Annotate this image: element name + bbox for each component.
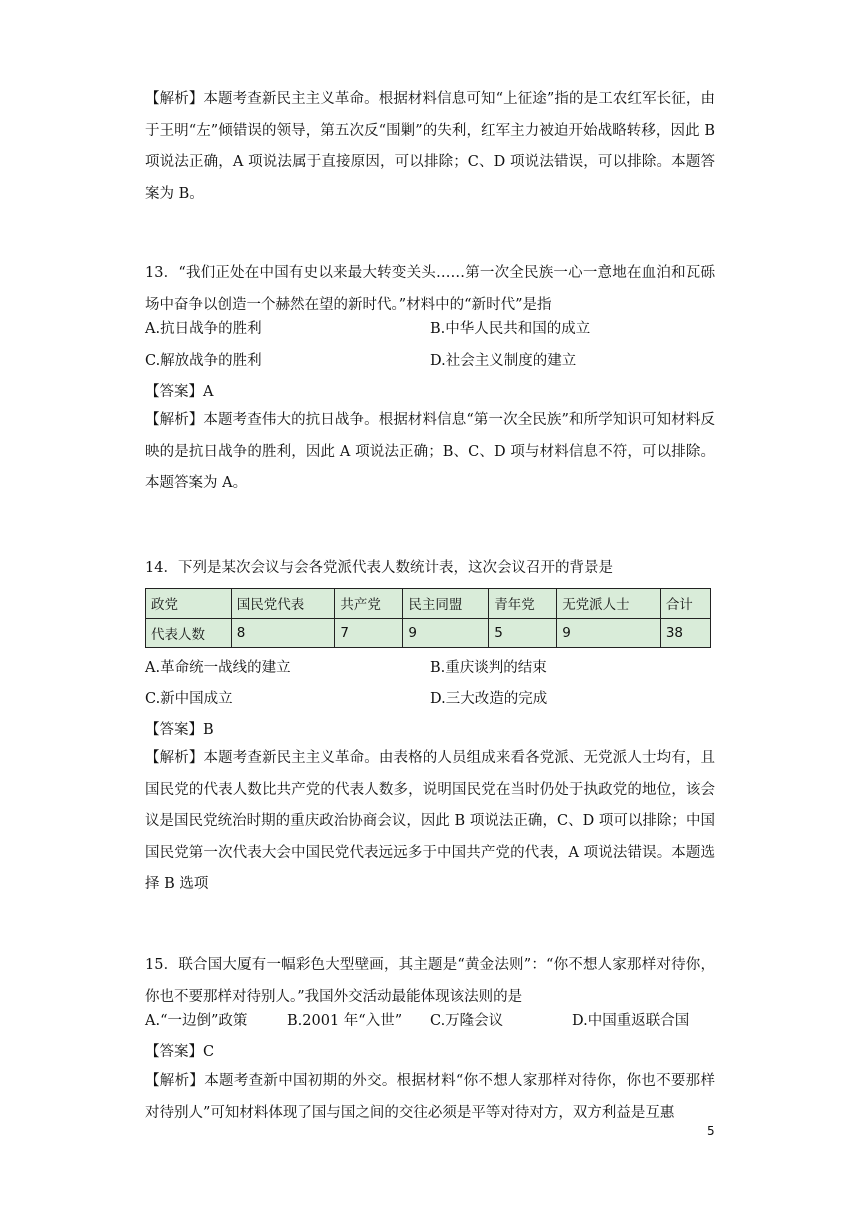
page-number: 5 (707, 1124, 715, 1138)
table-header-cell: 政党 (146, 589, 232, 619)
table-header-cell: 无党派人士 (557, 589, 661, 619)
q15-answer: 【答案】C (145, 1044, 215, 1060)
table-cell: 38 (660, 618, 710, 648)
q14-option-d: D.三大改造的完成 (430, 691, 548, 707)
table-header-row (146, 589, 711, 619)
q13-option-b: B.中华人民共和国的成立 (430, 321, 591, 337)
q14-option-b: B.重庆谈判的结束 (430, 660, 547, 676)
table-cell: 8 (231, 618, 335, 648)
q14-answer: 【答案】B (145, 722, 214, 738)
q15-option-c: C.万隆会议 (430, 1013, 504, 1029)
table-header-cell: 共产党 (335, 589, 403, 619)
q13-option-c: C.解放战争的胜利 (145, 353, 262, 369)
q15-stem: 15．联合国大厦有一幅彩色大型壁画，其主题是“黄金法则”：“你不想人家那样对待你，你也不要那样对待别人。”我国外交活动最能体现该法则的是 (145, 957, 715, 1005)
q14-option-c: C.新中国成立 (145, 691, 233, 707)
party-delegates-table (145, 588, 711, 648)
table-header-cell: 青年党 (489, 589, 557, 619)
table-cell: 9 (403, 618, 489, 648)
table-cell: 7 (335, 618, 403, 648)
q13-answer: 【答案】A (145, 384, 214, 400)
q12-analysis: 【解析】本题考查新民主主义革命。根据材料信息可知“上征途”指的是工农红军长征，由于王明“左”倾错误的领导，第五次反“围剿”的失利，红军主力被迫开始战略转移，因此 B 项说法正确，A 项说法属于直接原因，可以排除；C、D 项说法错误，可以排除。本题答案为 B。 (145, 91, 715, 202)
table-header-cell: 国民党代表 (231, 589, 335, 619)
q13-stem: 13．“我们正处在中国有史以来最大转变关头……第一次全民族一心一意地在血泊和瓦砾场中奋争以创造一个赫然在望的新时代。”材料中的“新时代”是指 (145, 265, 715, 313)
q14-option-a: A.革命统一战线的建立 (145, 660, 291, 676)
table-header-cell: 合计 (660, 589, 710, 619)
q15-option-d: D.中国重返联合国 (572, 1013, 690, 1029)
q13-analysis: 【解析】本题考查伟大的抗日战争。根据材料信息“第一次全民族”和所学知识可知材料反映的是抗日战争的胜利，因此 A 项说法正确；B、C、D 项与材料信息不符，可以排除。本题答案为 A。 (145, 412, 715, 491)
q14-stem: 14．下列是某次会议与会各党派代表人数统计表，这次会议召开的背景是 (145, 560, 613, 576)
q15-analysis: 【解析】本题考查新中国初期的外交。根据材料“你不想人家那样对待你，你也不要那样对待别人”可知材料体现了国与国之间的交往必须是平等对待对方，双方利益是互惠 (145, 1073, 715, 1121)
q13-option-a: A.抗日战争的胜利 (145, 321, 262, 337)
q15-option-a: A.“一边倒”政策 (145, 1013, 248, 1029)
q15-option-b: B.2001 年“入世” (287, 1013, 403, 1029)
table-cell: 5 (489, 618, 557, 648)
q13-option-d: D.社会主义制度的建立 (430, 353, 577, 369)
table-cell: 代表人数 (146, 618, 232, 648)
q14-analysis: 【解析】本题考查新民主主义革命。由表格的人员组成来看各党派、无党派人士均有，且国民党的代表人数比共产党的代表人数多，说明国民党在当时仍处于执政党的地位，该会议是国民党统治时期的重庆政治协商会议，因此 B 项说法正确，C、D 项可以排除；中国国民党第一次代表大会中国民党代表远远多于中国共产党的代表，A 项说法错误。本题选择 B 选项 (145, 750, 715, 892)
table-header-cell: 民主同盟 (403, 589, 489, 619)
table-row (146, 618, 711, 648)
table-cell: 9 (557, 618, 661, 648)
